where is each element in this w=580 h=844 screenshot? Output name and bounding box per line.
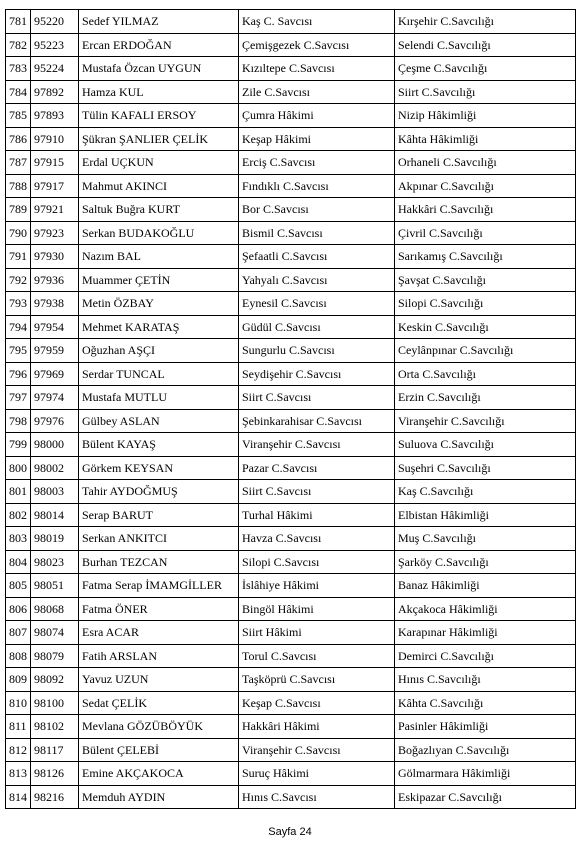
registry-number-cell: 98216	[31, 785, 79, 809]
registry-number-cell: 98100	[31, 691, 79, 715]
row-number-cell: 805	[6, 574, 31, 598]
table-row	[6, 221, 576, 245]
table-row	[6, 550, 576, 574]
row-number-cell: 798	[6, 409, 31, 433]
registry-number-cell: 97936	[31, 268, 79, 292]
row-number-cell: 794	[6, 315, 31, 339]
person-name-cell: Serkan BUDAKOĞLU	[79, 221, 239, 245]
person-name-cell: Nazım BAL	[79, 245, 239, 269]
new-post-cell: Çeşme C.Savcılığı	[395, 57, 576, 81]
new-post-cell: Kâhta C.Savcılığı	[395, 691, 576, 715]
row-number-cell: 789	[6, 198, 31, 222]
person-name-cell: Yavuz UZUN	[79, 668, 239, 692]
current-post-cell: Suruç Hâkimi	[239, 762, 395, 786]
row-number-cell: 793	[6, 292, 31, 316]
table-row	[6, 80, 576, 104]
current-post-cell: Zile C.Savcısı	[239, 80, 395, 104]
new-post-cell: Ceylânpınar C.Savcılığı	[395, 339, 576, 363]
registry-number-cell: 97976	[31, 409, 79, 433]
registry-number-cell: 98074	[31, 621, 79, 645]
new-post-cell: Şarköy C.Savcılığı	[395, 550, 576, 574]
person-name-cell: Serap BARUT	[79, 503, 239, 527]
table-row	[6, 57, 576, 81]
row-number-cell: 804	[6, 550, 31, 574]
registry-number-cell: 98014	[31, 503, 79, 527]
new-post-cell: Nizip Hâkimliği	[395, 104, 576, 128]
registry-number-cell: 98117	[31, 738, 79, 762]
table-row	[6, 621, 576, 645]
row-number-cell: 814	[6, 785, 31, 809]
row-number-cell: 781	[6, 10, 31, 34]
new-post-cell: Eskipazar C.Savcılığı	[395, 785, 576, 809]
table-row	[6, 785, 576, 809]
registry-number-cell: 97938	[31, 292, 79, 316]
person-name-cell: Serdar TUNCAL	[79, 362, 239, 386]
current-post-cell: Siirt C.Savcısı	[239, 480, 395, 504]
table-row	[6, 574, 576, 598]
registry-number-cell: 98079	[31, 644, 79, 668]
current-post-cell: Sungurlu C.Savcısı	[239, 339, 395, 363]
person-name-cell: Esra ACAR	[79, 621, 239, 645]
new-post-cell: Şavşat C.Savcılığı	[395, 268, 576, 292]
registry-number-cell: 97923	[31, 221, 79, 245]
table-row	[6, 362, 576, 386]
table-row	[6, 527, 576, 551]
new-post-cell: Çivril C.Savcılığı	[395, 221, 576, 245]
current-post-cell: Siirt C.Savcısı	[239, 386, 395, 410]
current-post-cell: Hınıs C.Savcısı	[239, 785, 395, 809]
registry-number-cell: 97921	[31, 198, 79, 222]
current-post-cell: Şefaatli C.Savcısı	[239, 245, 395, 269]
table-row	[6, 738, 576, 762]
current-post-cell: Silopi C.Savcısı	[239, 550, 395, 574]
current-post-cell: Kaş C. Savcısı	[239, 10, 395, 34]
person-name-cell: Saltuk Buğra KURT	[79, 198, 239, 222]
current-post-cell: Viranşehir C.Savcısı	[239, 738, 395, 762]
new-post-cell: Hakkâri C.Savcılığı	[395, 198, 576, 222]
person-name-cell: Fatma Serap İMAMGİLLER	[79, 574, 239, 598]
new-post-cell: Demirci C.Savcılığı	[395, 644, 576, 668]
new-post-cell: Suşehri C.Savcılığı	[395, 456, 576, 480]
current-post-cell: Havza C.Savcısı	[239, 527, 395, 551]
row-number-cell: 787	[6, 151, 31, 175]
current-post-cell: Seydişehir C.Savcısı	[239, 362, 395, 386]
registry-number-cell: 98051	[31, 574, 79, 598]
new-post-cell: Kaş C.Savcılığı	[395, 480, 576, 504]
table-row	[6, 386, 576, 410]
registry-number-cell: 98126	[31, 762, 79, 786]
registry-number-cell: 97915	[31, 151, 79, 175]
new-post-cell: Kırşehir C.Savcılığı	[395, 10, 576, 34]
person-name-cell: Metin ÖZBAY	[79, 292, 239, 316]
row-number-cell: 784	[6, 80, 31, 104]
new-post-cell: Orhaneli C.Savcılığı	[395, 151, 576, 175]
current-post-cell: Turhal Hâkimi	[239, 503, 395, 527]
row-number-cell: 795	[6, 339, 31, 363]
row-number-cell: 813	[6, 762, 31, 786]
person-name-cell: Tahir AYDOĞMUŞ	[79, 480, 239, 504]
person-name-cell: Serkan ANKITCI	[79, 527, 239, 551]
new-post-cell: Erzin C.Savcılığı	[395, 386, 576, 410]
appointment-table	[5, 9, 576, 809]
new-post-cell: Akpınar C.Savcılığı	[395, 174, 576, 198]
table-row	[6, 433, 576, 457]
table-row	[6, 245, 576, 269]
registry-number-cell: 98023	[31, 550, 79, 574]
current-post-cell: Eynesil C.Savcısı	[239, 292, 395, 316]
new-post-cell: Elbistan Hâkimliği	[395, 503, 576, 527]
person-name-cell: Bülent KAYAŞ	[79, 433, 239, 457]
row-number-cell: 808	[6, 644, 31, 668]
current-post-cell: Viranşehir C.Savcısı	[239, 433, 395, 457]
new-post-cell: Orta C.Savcılığı	[395, 362, 576, 386]
current-post-cell: Siirt Hâkimi	[239, 621, 395, 645]
table-row	[6, 104, 576, 128]
registry-number-cell: 97917	[31, 174, 79, 198]
row-number-cell: 782	[6, 33, 31, 57]
person-name-cell: Gülbey ASLAN	[79, 409, 239, 433]
new-post-cell: Banaz Hâkimliği	[395, 574, 576, 598]
registry-number-cell: 97893	[31, 104, 79, 128]
row-number-cell: 801	[6, 480, 31, 504]
row-number-cell: 790	[6, 221, 31, 245]
table-row	[6, 292, 576, 316]
new-post-cell: Keskin C.Savcılığı	[395, 315, 576, 339]
table-row	[6, 339, 576, 363]
new-post-cell: Boğazlıyan C.Savcılığı	[395, 738, 576, 762]
person-name-cell: Emine AKÇAKOCA	[79, 762, 239, 786]
registry-number-cell: 97959	[31, 339, 79, 363]
new-post-cell: Hınıs C.Savcılığı	[395, 668, 576, 692]
person-name-cell: Erdal UÇKUN	[79, 151, 239, 175]
registry-number-cell: 98019	[31, 527, 79, 551]
person-name-cell: Tülin KAFALI ERSOY	[79, 104, 239, 128]
registry-number-cell: 98000	[31, 433, 79, 457]
table-row	[6, 127, 576, 151]
row-number-cell: 786	[6, 127, 31, 151]
person-name-cell: Muammer ÇETİN	[79, 268, 239, 292]
person-name-cell: Mustafa MUTLU	[79, 386, 239, 410]
current-post-cell: Keşap C.Savcısı	[239, 691, 395, 715]
new-post-cell: Sarıkamış C.Savcılığı	[395, 245, 576, 269]
new-post-cell: Gölmarmara Hâkimliği	[395, 762, 576, 786]
row-number-cell: 783	[6, 57, 31, 81]
row-number-cell: 791	[6, 245, 31, 269]
current-post-cell: Şebinkarahisar C.Savcısı	[239, 409, 395, 433]
new-post-cell: Karapınar Hâkimliği	[395, 621, 576, 645]
registry-number-cell: 95224	[31, 57, 79, 81]
person-name-cell: Mevlana GÖZÜBÖYÜK	[79, 715, 239, 739]
table-row	[6, 33, 576, 57]
person-name-cell: Memduh AYDIN	[79, 785, 239, 809]
table-row	[6, 456, 576, 480]
row-number-cell: 810	[6, 691, 31, 715]
table-row	[6, 409, 576, 433]
person-name-cell: Görkem KEYSAN	[79, 456, 239, 480]
table-row	[6, 668, 576, 692]
registry-number-cell: 98003	[31, 480, 79, 504]
registry-number-cell: 98092	[31, 668, 79, 692]
row-number-cell: 807	[6, 621, 31, 645]
new-post-cell: Kâhta Hâkimliği	[395, 127, 576, 151]
registry-number-cell: 97954	[31, 315, 79, 339]
new-post-cell: Suluova C.Savcılığı	[395, 433, 576, 457]
person-name-cell: Mustafa Özcan UYGUN	[79, 57, 239, 81]
person-name-cell: Oğuzhan AŞÇI	[79, 339, 239, 363]
registry-number-cell: 98068	[31, 597, 79, 621]
row-number-cell: 812	[6, 738, 31, 762]
row-number-cell: 785	[6, 104, 31, 128]
person-name-cell: Mehmet KARATAŞ	[79, 315, 239, 339]
current-post-cell: Pazar C.Savcısı	[239, 456, 395, 480]
person-name-cell: Ercan ERDOĞAN	[79, 33, 239, 57]
current-post-cell: Taşköprü C.Savcısı	[239, 668, 395, 692]
current-post-cell: Fındıklı C.Savcısı	[239, 174, 395, 198]
current-post-cell: Torul C.Savcısı	[239, 644, 395, 668]
current-post-cell: Bingöl Hâkimi	[239, 597, 395, 621]
new-post-cell: Akçakoca Hâkimliği	[395, 597, 576, 621]
new-post-cell: Siirt C.Savcılığı	[395, 80, 576, 104]
row-number-cell: 811	[6, 715, 31, 739]
registry-number-cell: 98002	[31, 456, 79, 480]
current-post-cell: Hakkâri Hâkimi	[239, 715, 395, 739]
table-row	[6, 174, 576, 198]
registry-number-cell: 97974	[31, 386, 79, 410]
registry-number-cell: 97930	[31, 245, 79, 269]
row-number-cell: 809	[6, 668, 31, 692]
row-number-cell: 788	[6, 174, 31, 198]
registry-number-cell: 98102	[31, 715, 79, 739]
current-post-cell: Keşap Hâkimi	[239, 127, 395, 151]
person-name-cell: Hamza KUL	[79, 80, 239, 104]
current-post-cell: İslâhiye Hâkimi	[239, 574, 395, 598]
table-row	[6, 151, 576, 175]
person-name-cell: Burhan TEZCAN	[79, 550, 239, 574]
row-number-cell: 802	[6, 503, 31, 527]
current-post-cell: Kızıltepe C.Savcısı	[239, 57, 395, 81]
current-post-cell: Erciş C.Savcısı	[239, 151, 395, 175]
row-number-cell: 792	[6, 268, 31, 292]
row-number-cell: 797	[6, 386, 31, 410]
new-post-cell: Muş C.Savcılığı	[395, 527, 576, 551]
row-number-cell: 806	[6, 597, 31, 621]
registry-number-cell: 97910	[31, 127, 79, 151]
table-row	[6, 715, 576, 739]
new-post-cell: Pasinler Hâkimliği	[395, 715, 576, 739]
registry-number-cell: 97892	[31, 80, 79, 104]
registry-number-cell: 95220	[31, 10, 79, 34]
row-number-cell: 800	[6, 456, 31, 480]
current-post-cell: Çemişgezek C.Savcısı	[239, 33, 395, 57]
current-post-cell: Bismil C.Savcısı	[239, 221, 395, 245]
person-name-cell: Bülent ÇELEBİ	[79, 738, 239, 762]
new-post-cell: Silopi C.Savcılığı	[395, 292, 576, 316]
table-row	[6, 268, 576, 292]
table-row	[6, 644, 576, 668]
person-name-cell: Sedat ÇELİK	[79, 691, 239, 715]
table-row	[6, 198, 576, 222]
table-row	[6, 503, 576, 527]
registry-number-cell: 95223	[31, 33, 79, 57]
person-name-cell: Şükran ŞANLIER ÇELİK	[79, 127, 239, 151]
person-name-cell: Mahmut AKINCI	[79, 174, 239, 198]
page-number: Sayfa 24	[268, 826, 312, 838]
current-post-cell: Güdül C.Savcısı	[239, 315, 395, 339]
current-post-cell: Çumra Hâkimi	[239, 104, 395, 128]
person-name-cell: Fatih ARSLAN	[79, 644, 239, 668]
table-row	[6, 691, 576, 715]
row-number-cell: 796	[6, 362, 31, 386]
table-row	[6, 762, 576, 786]
table-row	[6, 480, 576, 504]
row-number-cell: 799	[6, 433, 31, 457]
person-name-cell: Fatma ÖNER	[79, 597, 239, 621]
row-number-cell: 803	[6, 527, 31, 551]
current-post-cell: Bor C.Savcısı	[239, 198, 395, 222]
table-row	[6, 597, 576, 621]
new-post-cell: Viranşehir C.Savcılığı	[395, 409, 576, 433]
person-name-cell: Sedef YILMAZ	[79, 10, 239, 34]
current-post-cell: Yahyalı C.Savcısı	[239, 268, 395, 292]
table-row	[6, 10, 576, 34]
registry-number-cell: 97969	[31, 362, 79, 386]
table-body	[6, 10, 576, 809]
table-row	[6, 315, 576, 339]
new-post-cell: Selendi C.Savcılığı	[395, 33, 576, 57]
